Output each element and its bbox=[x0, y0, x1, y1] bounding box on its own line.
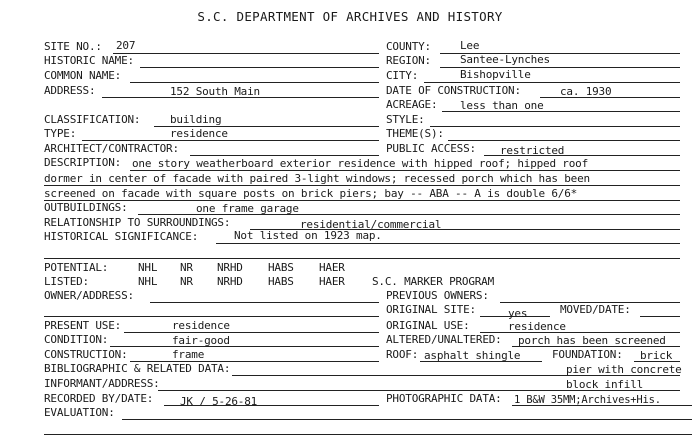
date-of-construction-label: DATE OF CONSTRUCTION: bbox=[386, 84, 521, 97]
condition-underline bbox=[110, 346, 379, 347]
public-access-label: PUBLIC ACCESS: bbox=[386, 142, 476, 155]
address-label: ADDRESS: bbox=[44, 84, 96, 97]
construction-value: frame bbox=[172, 348, 205, 361]
informant-label: INFORMANT/ADDRESS: bbox=[44, 377, 160, 390]
type-label: TYPE: bbox=[44, 127, 77, 140]
style-label: STYLE: bbox=[386, 113, 425, 126]
region-value: Santee-Lynches bbox=[460, 53, 550, 66]
previous-owners-label: PREVIOUS OWNERS: bbox=[386, 289, 489, 302]
evaluation-underline-2 bbox=[44, 434, 692, 435]
region-label: REGION: bbox=[386, 54, 431, 67]
historic-name-label: HISTORIC NAME: bbox=[44, 54, 134, 67]
relationship-label: RELATIONSHIP TO SURROUNDINGS: bbox=[44, 216, 231, 229]
potential-nr: NR bbox=[180, 261, 193, 274]
present-use-underline bbox=[124, 332, 379, 333]
photographic-data-value: 1 B&W 35MM;Archives+His. bbox=[514, 394, 661, 406]
type-value: residence bbox=[170, 127, 228, 140]
potential-haer: HAER bbox=[319, 261, 345, 274]
listed-nhl: NHL bbox=[138, 275, 158, 288]
listed-nrhd: NRHD bbox=[217, 275, 243, 288]
type-underline bbox=[82, 140, 379, 141]
common-name-underline bbox=[130, 82, 379, 83]
construction-label: CONSTRUCTION: bbox=[44, 348, 128, 361]
original-use-value: residence bbox=[508, 320, 566, 333]
condition-label: CONDITION: bbox=[44, 333, 109, 346]
county-value: Lee bbox=[460, 39, 480, 52]
original-site-value: yes bbox=[508, 307, 528, 320]
description-underline-1 bbox=[130, 170, 680, 171]
themes-label: THEME(S): bbox=[386, 127, 444, 140]
relationship-value: residential/commercial bbox=[300, 218, 442, 231]
city-value: Bishopville bbox=[460, 68, 531, 81]
address-value: 152 South Main bbox=[170, 85, 260, 98]
owner-address-underline bbox=[150, 302, 379, 303]
moved-date-label: MOVED/DATE: bbox=[560, 303, 631, 316]
county-label: COUNTY: bbox=[386, 40, 431, 53]
evaluation-label: EVALUATION: bbox=[44, 406, 115, 419]
architect-underline bbox=[190, 155, 379, 156]
description-underline-3 bbox=[44, 200, 680, 201]
potential-label: POTENTIAL: bbox=[44, 261, 109, 274]
description-underline-2 bbox=[44, 185, 680, 186]
historic-name-underline bbox=[140, 67, 379, 68]
potential-nhl: NHL bbox=[138, 261, 158, 274]
photographic-data-label: PHOTOGRAPHIC DATA: bbox=[386, 392, 502, 405]
architect-label: ARCHITECT/CONTRACTOR: bbox=[44, 142, 179, 155]
themes-underline bbox=[448, 140, 680, 141]
foundation-value-1: brick bbox=[640, 349, 673, 362]
original-site-label: ORIGINAL SITE: bbox=[386, 303, 476, 316]
description-line-3: screened on facade with square posts on brick piers; bay -- ABA -- A is double 6/6* bbox=[44, 187, 578, 200]
present-use-label: PRESENT USE: bbox=[44, 319, 122, 332]
outbuildings-value: one frame garage bbox=[196, 202, 299, 215]
potential-habs: HABS bbox=[268, 261, 294, 274]
present-use-value: residence bbox=[172, 319, 230, 332]
roof-label: ROOF: bbox=[386, 348, 419, 361]
outbuildings-label: OUTBUILDINGS: bbox=[44, 201, 128, 214]
description-line-2: dormer in center of facade with paired 3-light windows; recessed porch which has been bbox=[44, 172, 590, 185]
site-no-underline bbox=[113, 53, 379, 54]
date-of-construction-value: ca. 1930 bbox=[560, 85, 612, 98]
significance-value: Not listed on 1923 map. bbox=[234, 229, 382, 242]
foundation-label: FOUNDATION: bbox=[552, 348, 623, 361]
significance-underline bbox=[216, 243, 680, 244]
moved-date-underline bbox=[640, 316, 680, 317]
listed-habs: HABS bbox=[268, 275, 294, 288]
bibliographic-label: BIBLIOGRAPHIC & RELATED DATA: bbox=[44, 362, 231, 375]
altered-value: porch has been screened bbox=[518, 334, 666, 347]
condition-value: fair-good bbox=[172, 334, 230, 347]
description-line-1: one story weatherboard exterior residence with hipped roof; hipped roof bbox=[132, 157, 589, 170]
evaluation-underline bbox=[122, 419, 692, 420]
common-name-label: COMMON NAME: bbox=[44, 69, 122, 82]
public-access-value: restricted bbox=[500, 144, 565, 157]
style-underline bbox=[430, 126, 680, 127]
roof-value: asphalt shingle bbox=[424, 349, 521, 362]
foundation-value-3: block infill bbox=[566, 378, 644, 391]
classification-label: CLASSIFICATION: bbox=[44, 113, 141, 126]
listed-nr: NR bbox=[180, 275, 193, 288]
altered-label: ALTERED/UNALTERED: bbox=[386, 333, 502, 346]
site-no-label: SITE NO.: bbox=[44, 40, 102, 53]
significance-underline-2 bbox=[44, 258, 680, 259]
owner-address-underline-2 bbox=[44, 316, 379, 317]
recorded-by-label: RECORDED BY/DATE: bbox=[44, 392, 154, 405]
form-header: S.C. DEPARTMENT OF ARCHIVES AND HISTORY bbox=[197, 9, 503, 24]
acreage-label: ACREAGE: bbox=[386, 98, 438, 111]
classification-value: building bbox=[170, 113, 222, 126]
listed-haer: HAER bbox=[319, 275, 345, 288]
potential-nrhd: NRHD bbox=[217, 261, 243, 274]
marker-program-heading: S.C. MARKER PROGRAM bbox=[372, 275, 495, 288]
site-no-value: 207 bbox=[116, 39, 136, 52]
description-label: DESCRIPTION: bbox=[44, 156, 122, 169]
recorded-by-value: JK / 5-26-81 bbox=[180, 395, 258, 408]
original-use-label: ORIGINAL USE: bbox=[386, 319, 470, 332]
foundation-value-2: pier with concrete bbox=[566, 363, 682, 376]
listed-label: LISTED: bbox=[44, 275, 89, 288]
acreage-value: less than one bbox=[460, 99, 544, 112]
owner-address-label: OWNER/ADDRESS: bbox=[44, 289, 134, 302]
significance-label: HISTORICAL SIGNIFICANCE: bbox=[44, 230, 199, 243]
city-label: CITY: bbox=[386, 69, 419, 82]
city-underline bbox=[424, 82, 680, 83]
